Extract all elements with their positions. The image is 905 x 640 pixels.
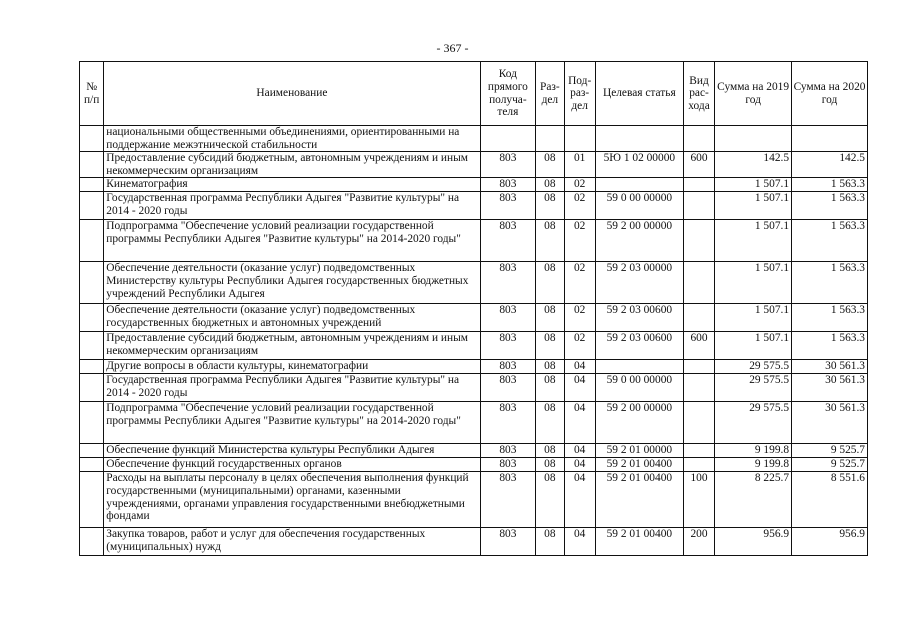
cell-subsection: 01 bbox=[564, 152, 595, 178]
cell-subsection: 02 bbox=[564, 178, 595, 192]
cell-sum-2019: 1 507.1 bbox=[715, 332, 792, 360]
cell-num bbox=[80, 402, 104, 444]
cell-subsection: 04 bbox=[564, 458, 595, 472]
table-row bbox=[80, 178, 868, 192]
cell-expense: 200 bbox=[683, 528, 714, 556]
cell-sum-2019: 1 507.1 bbox=[715, 220, 792, 262]
cell-subsection: 04 bbox=[564, 472, 595, 528]
header-row bbox=[80, 62, 868, 126]
cell-name: Обеспечение функций Министерства культуры Республики Адыгея bbox=[104, 444, 480, 458]
table-row bbox=[80, 304, 868, 332]
cell-code: 803 bbox=[480, 444, 536, 458]
cell-section bbox=[536, 126, 564, 152]
cell-section: 08 bbox=[536, 472, 564, 528]
cell-sum-2020: 8 551.6 bbox=[792, 472, 868, 528]
cell-num bbox=[80, 304, 104, 332]
cell-name: Обеспечение деятельности (оказание услуг) подведомственных Министерству культуры Республики Адыгея государственных бюджетных учреждений Республики Адыгея bbox=[104, 262, 480, 304]
cell-name: Государственная программа Республики Адыгея "Развитие культуры" на 2014 - 2020 годы bbox=[104, 192, 480, 220]
cell-num bbox=[80, 262, 104, 304]
cell-article: 59 2 01 00400 bbox=[595, 528, 683, 556]
cell-sum-2019: 142.5 bbox=[715, 152, 792, 178]
table-row bbox=[80, 192, 868, 220]
cell-code: 803 bbox=[480, 528, 536, 556]
cell-article: 59 2 00 00000 bbox=[595, 220, 683, 262]
cell-code: 803 bbox=[480, 360, 536, 374]
table-row bbox=[80, 444, 868, 458]
cell-expense: 600 bbox=[683, 332, 714, 360]
cell-subsection: 02 bbox=[564, 332, 595, 360]
cell-article: 5Ю 1 02 00000 bbox=[595, 152, 683, 178]
cell-section: 08 bbox=[536, 332, 564, 360]
cell-sum-2020: 30 561.3 bbox=[792, 360, 868, 374]
cell-section: 08 bbox=[536, 458, 564, 472]
cell-section: 08 bbox=[536, 304, 564, 332]
cell-sum-2020: 142.5 bbox=[792, 152, 868, 178]
cell-num bbox=[80, 374, 104, 402]
cell-section: 08 bbox=[536, 220, 564, 262]
table-row bbox=[80, 360, 868, 374]
header-num: № п/п bbox=[80, 62, 104, 126]
cell-expense bbox=[683, 360, 714, 374]
header-sum-2020: Сумма на 2020 год bbox=[792, 62, 868, 126]
cell-sum-2020: 1 563.3 bbox=[792, 220, 868, 262]
table-row bbox=[80, 262, 868, 304]
cell-article bbox=[595, 360, 683, 374]
cell-code: 803 bbox=[480, 220, 536, 262]
table-row bbox=[80, 528, 868, 556]
cell-name: Закупка товаров, работ и услуг для обеспечения государственных (муниципальных) нужд bbox=[104, 528, 480, 556]
cell-code bbox=[480, 126, 536, 152]
cell-sum-2020: 1 563.3 bbox=[792, 332, 868, 360]
header-sum-2019: Сумма на 2019 год bbox=[715, 62, 792, 126]
cell-sum-2019: 29 575.5 bbox=[715, 360, 792, 374]
cell-sum-2019: 1 507.1 bbox=[715, 192, 792, 220]
cell-article: 59 2 01 00000 bbox=[595, 444, 683, 458]
cell-expense bbox=[683, 304, 714, 332]
cell-num bbox=[80, 126, 104, 152]
cell-expense bbox=[683, 262, 714, 304]
table-row bbox=[80, 458, 868, 472]
cell-num bbox=[80, 152, 104, 178]
cell-article: 59 2 01 00400 bbox=[595, 458, 683, 472]
cell-num bbox=[80, 458, 104, 472]
cell-article bbox=[595, 126, 683, 152]
cell-expense bbox=[683, 444, 714, 458]
cell-subsection: 04 bbox=[564, 528, 595, 556]
header-expense: Вид рас-хода bbox=[683, 62, 714, 126]
table-row bbox=[80, 472, 868, 528]
cell-sum-2019: 29 575.5 bbox=[715, 402, 792, 444]
cell-num bbox=[80, 178, 104, 192]
table-row bbox=[80, 126, 868, 152]
cell-sum-2020: 1 563.3 bbox=[792, 178, 868, 192]
cell-name: Расходы на выплаты персоналу в целях обеспечения выполнения функций государственными (муниципальными) органами, казенными учреждениями, органами управления государственными внебюджетными фондами bbox=[104, 472, 480, 528]
cell-article: 59 2 00 00000 bbox=[595, 402, 683, 444]
cell-expense bbox=[683, 374, 714, 402]
cell-code: 803 bbox=[480, 192, 536, 220]
cell-sum-2020: 30 561.3 bbox=[792, 374, 868, 402]
cell-sum-2020: 1 563.3 bbox=[792, 192, 868, 220]
cell-subsection: 04 bbox=[564, 374, 595, 402]
cell-expense bbox=[683, 126, 714, 152]
cell-article: 59 2 01 00400 bbox=[595, 472, 683, 528]
cell-article bbox=[595, 178, 683, 192]
budget-table bbox=[79, 61, 868, 556]
cell-article: 59 2 03 00600 bbox=[595, 304, 683, 332]
cell-code: 803 bbox=[480, 458, 536, 472]
cell-code: 803 bbox=[480, 332, 536, 360]
cell-sum-2019 bbox=[715, 126, 792, 152]
cell-name: национальными общественными объединениями, ориентированными на поддержание межэтнической стабильности bbox=[104, 126, 480, 152]
cell-sum-2019: 9 199.8 bbox=[715, 458, 792, 472]
cell-name: Кинематография bbox=[104, 178, 480, 192]
cell-section: 08 bbox=[536, 192, 564, 220]
cell-num bbox=[80, 360, 104, 374]
table-row bbox=[80, 152, 868, 178]
cell-section: 08 bbox=[536, 528, 564, 556]
cell-expense bbox=[683, 192, 714, 220]
cell-subsection: 04 bbox=[564, 444, 595, 458]
cell-sum-2020: 956.9 bbox=[792, 528, 868, 556]
cell-name: Подпрограмма "Обеспечение условий реализации государственной программы Республики Адыгея "Развитие культуры" на 2014-2020 годы" bbox=[104, 220, 480, 262]
cell-sum-2020: 30 561.3 bbox=[792, 402, 868, 444]
page-number: - 367 - bbox=[436, 41, 469, 55]
cell-name: Обеспечение функций государственных органов bbox=[104, 458, 480, 472]
cell-section: 08 bbox=[536, 360, 564, 374]
cell-num bbox=[80, 220, 104, 262]
cell-sum-2020: 1 563.3 bbox=[792, 304, 868, 332]
header-article: Целевая статья bbox=[595, 62, 683, 126]
cell-section: 08 bbox=[536, 262, 564, 304]
cell-expense bbox=[683, 458, 714, 472]
cell-subsection: 02 bbox=[564, 304, 595, 332]
cell-code: 803 bbox=[480, 472, 536, 528]
cell-code: 803 bbox=[480, 178, 536, 192]
table-row bbox=[80, 374, 868, 402]
cell-sum-2020: 9 525.7 bbox=[792, 458, 868, 472]
cell-section: 08 bbox=[536, 374, 564, 402]
cell-section: 08 bbox=[536, 152, 564, 178]
cell-expense: 100 bbox=[683, 472, 714, 528]
cell-subsection: 04 bbox=[564, 402, 595, 444]
cell-sum-2019: 8 225.7 bbox=[715, 472, 792, 528]
cell-section: 08 bbox=[536, 444, 564, 458]
cell-code: 803 bbox=[480, 374, 536, 402]
cell-expense: 600 bbox=[683, 152, 714, 178]
cell-sum-2020 bbox=[792, 126, 868, 152]
cell-sum-2020: 9 525.7 bbox=[792, 444, 868, 458]
cell-subsection: 02 bbox=[564, 262, 595, 304]
cell-section: 08 bbox=[536, 178, 564, 192]
table-row bbox=[80, 220, 868, 262]
cell-subsection bbox=[564, 126, 595, 152]
cell-code: 803 bbox=[480, 402, 536, 444]
cell-article: 59 2 03 00600 bbox=[595, 332, 683, 360]
cell-name: Обеспечение деятельности (оказание услуг) подведомственных государственных бюджетных и автономных учреждений bbox=[104, 304, 480, 332]
cell-subsection: 02 bbox=[564, 192, 595, 220]
table-row bbox=[80, 332, 868, 360]
cell-num bbox=[80, 472, 104, 528]
cell-code: 803 bbox=[480, 262, 536, 304]
cell-num bbox=[80, 528, 104, 556]
header-section: Раз-дел bbox=[536, 62, 564, 126]
cell-expense bbox=[683, 402, 714, 444]
cell-sum-2019: 9 199.8 bbox=[715, 444, 792, 458]
cell-num bbox=[80, 332, 104, 360]
table-row bbox=[80, 402, 868, 444]
cell-num bbox=[80, 444, 104, 458]
cell-code: 803 bbox=[480, 304, 536, 332]
cell-subsection: 04 bbox=[564, 360, 595, 374]
cell-sum-2019: 956.9 bbox=[715, 528, 792, 556]
cell-code: 803 bbox=[480, 152, 536, 178]
cell-article: 59 2 03 00000 bbox=[595, 262, 683, 304]
cell-article: 59 0 00 00000 bbox=[595, 374, 683, 402]
cell-expense bbox=[683, 220, 714, 262]
header-subsection: Под-раз-дел bbox=[564, 62, 595, 126]
header-name: Наименование bbox=[104, 62, 480, 126]
cell-name: Предоставление субсидий бюджетным, автономным учреждениям и иным некоммерческим организациям bbox=[104, 152, 480, 178]
cell-subsection: 02 bbox=[564, 220, 595, 262]
header-code: Код прямого получа-теля bbox=[480, 62, 536, 126]
cell-num bbox=[80, 192, 104, 220]
cell-name: Подпрограмма "Обеспечение условий реализации государственной программы Республики Адыгея "Развитие культуры" на 2014-2020 годы" bbox=[104, 402, 480, 444]
cell-name: Государственная программа Республики Адыгея "Развитие культуры" на 2014 - 2020 годы bbox=[104, 374, 480, 402]
cell-name: Другие вопросы в области культуры, кинематографии bbox=[104, 360, 480, 374]
cell-expense bbox=[683, 178, 714, 192]
cell-sum-2019: 29 575.5 bbox=[715, 374, 792, 402]
cell-section: 08 bbox=[536, 402, 564, 444]
cell-sum-2020: 1 563.3 bbox=[792, 262, 868, 304]
cell-article: 59 0 00 00000 bbox=[595, 192, 683, 220]
cell-sum-2019: 1 507.1 bbox=[715, 178, 792, 192]
cell-sum-2019: 1 507.1 bbox=[715, 304, 792, 332]
cell-name: Предоставление субсидий бюджетным, автономным учреждениям и иным некоммерческим организациям bbox=[104, 332, 480, 360]
cell-sum-2019: 1 507.1 bbox=[715, 262, 792, 304]
